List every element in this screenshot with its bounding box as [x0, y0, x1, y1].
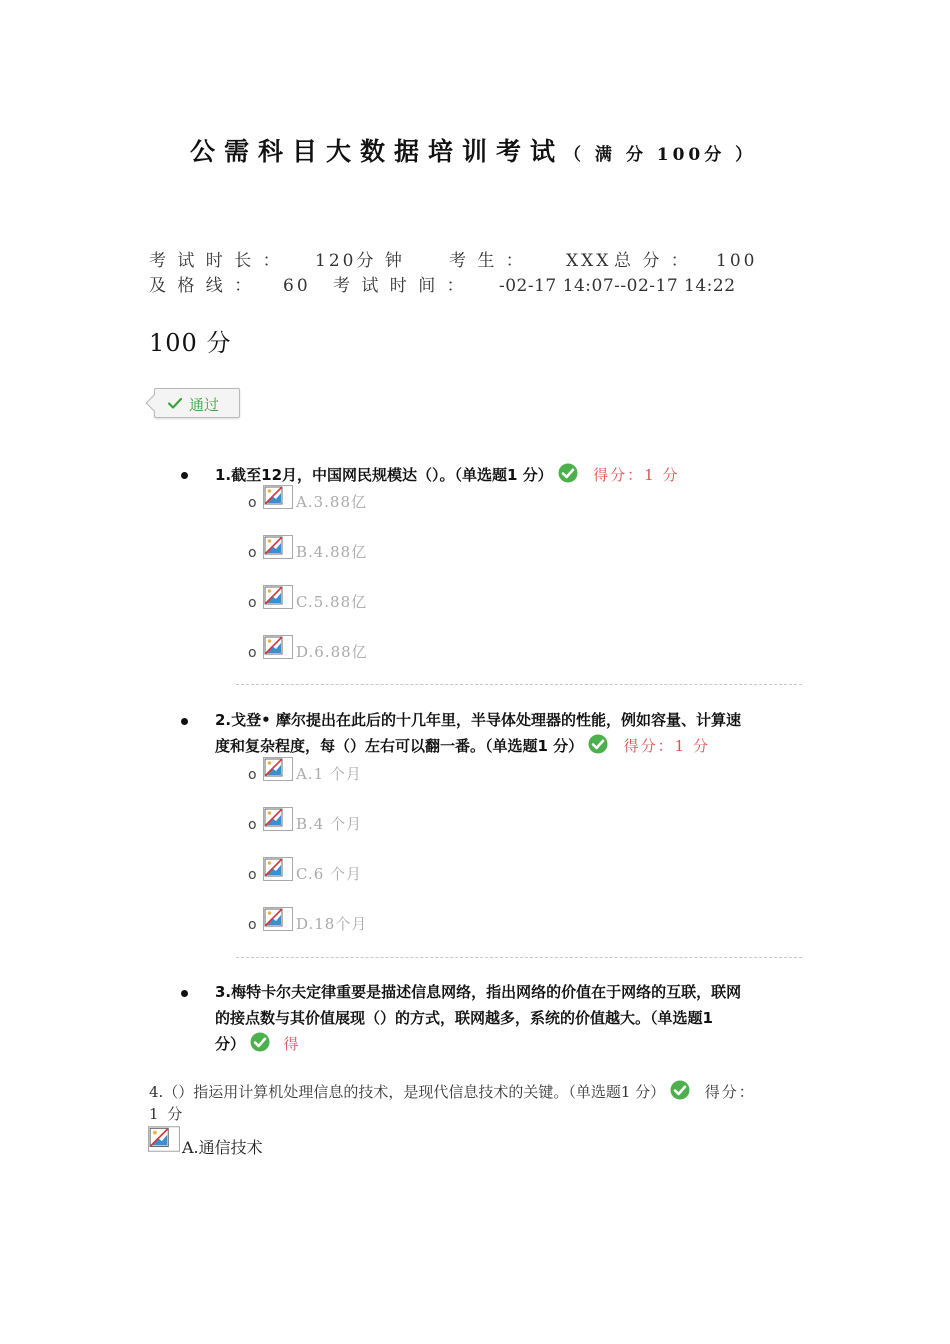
option-bullet: o [248, 817, 257, 833]
check-icon [167, 395, 183, 411]
question-4-score-label: 得分： [704, 1083, 756, 1101]
question-4-line-1 [149, 1080, 829, 1103]
option-bullet: o [248, 545, 257, 561]
broken-image-icon [263, 585, 293, 609]
question-3-line-2: 的接点数与其价值展现（）的方式，联网越多，系统的价值越大。（单选题1 [215, 1009, 713, 1027]
page-title [190, 132, 756, 168]
pass-line-label: 及 格 线 ： [149, 276, 255, 296]
exam-time-label: 考 试 时 间 ： [333, 276, 467, 296]
question-3-line-3-text: 分） [215, 1035, 246, 1053]
question-1-score: 得分：1 分 [593, 466, 680, 484]
exam-time-value: -02-17 14:07--02-17 14:22 [499, 276, 736, 296]
option-bullet: o [248, 595, 257, 611]
question-4-line-2: 1 分 [149, 1105, 185, 1123]
question-2-line-2-text: 度和复杂程度，每（）左右可以翻一番。（单选题1 分） [215, 737, 584, 755]
question-2-line-1: 2.戈登• 摩尔提出在此后的十几年里，半导体处理器的性能，例如容量、计算速 [215, 711, 741, 729]
total-value: 100 [716, 251, 758, 271]
correct-icon [588, 734, 608, 754]
option-bullet: o [248, 867, 257, 883]
broken-image-icon [263, 757, 293, 781]
option-bullet: o [248, 645, 257, 661]
question-bullet [181, 718, 188, 725]
title-main: 公需科目大数据培训考试 [190, 137, 565, 166]
exam-info-row-1 [149, 246, 757, 271]
question-divider [236, 957, 802, 958]
question-4-text: 4.（）指运用计算机处理信息的技术，是现代信息技术的关键。（单选题1 分） [149, 1083, 666, 1101]
broken-image-icon [263, 857, 293, 881]
pass-badge [154, 388, 240, 418]
pass-line-value: 60 [283, 276, 311, 296]
question-3-score: 得 [283, 1035, 301, 1053]
title-full-score: （ 满 分 100分 ） [564, 145, 757, 165]
option-label: D.6.88亿 [296, 643, 368, 661]
broken-image-icon [263, 535, 293, 559]
pass-badge-label: 通过 [189, 396, 220, 414]
question-2-score: 得分：1 分 [623, 737, 710, 755]
option-label: B.4.88亿 [296, 543, 368, 561]
examinee-label: 考 生 ： [449, 251, 526, 271]
total-label: 总 分 ： [614, 251, 691, 271]
total-score: 100 分 [149, 329, 232, 357]
broken-image-icon [263, 635, 293, 659]
option-label: A.3.88亿 [296, 493, 367, 511]
correct-icon [250, 1032, 270, 1052]
option-label: D.18个月 [296, 915, 368, 933]
broken-image-icon [263, 907, 293, 931]
option-label: C.5.88亿 [296, 593, 368, 611]
question-2 [215, 707, 815, 759]
correct-icon [670, 1080, 690, 1100]
question-bullet [181, 472, 188, 479]
question-4 [149, 1080, 829, 1125]
question-2-line-2 [215, 733, 815, 759]
option-bullet: o [248, 917, 257, 933]
option-label: C.6 个月 [296, 865, 363, 883]
examinee-value: XXX [566, 251, 612, 271]
question-1-text: 1.截至12月，中国网民规模达（）。（单选题1 分） [215, 466, 553, 484]
question-bullet [181, 990, 188, 997]
duration-label: 考 试 时 长 ： [149, 251, 283, 271]
option-bullet: o [248, 767, 257, 783]
question-3-line-1: 3.梅特卡尔夫定律重要是描述信息网络，指出网络的价值在于网络的互联，联网 [215, 983, 742, 1001]
option-label: A.通信技术 [182, 1138, 263, 1157]
broken-image-icon [263, 807, 293, 831]
option-bullet: o [248, 495, 257, 511]
exam-info-row-2 [149, 271, 736, 296]
option-label: B.4 个月 [296, 815, 363, 833]
duration-value: 120分 钟 [315, 251, 405, 271]
broken-image-icon [263, 485, 293, 509]
broken-image-icon [148, 1126, 180, 1152]
question-3 [215, 979, 815, 1057]
question-divider [236, 684, 802, 685]
correct-icon [558, 463, 578, 483]
option-label: A.1 个月 [296, 765, 362, 783]
question-3-line-3 [215, 1031, 815, 1057]
